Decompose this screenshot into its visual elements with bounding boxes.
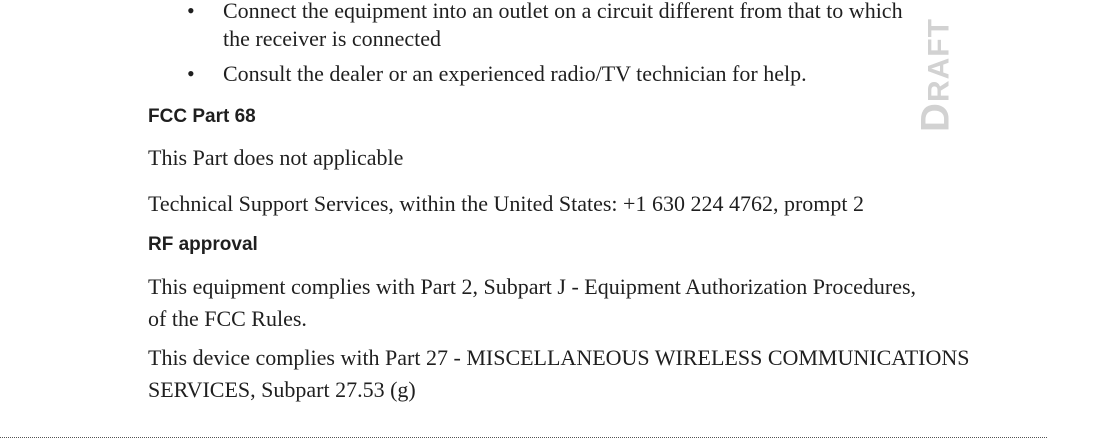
rf-approval-para1-line1: This equipment complies with Part 2, Subpart J - Equipment Authorization Procedures, bbox=[148, 274, 917, 299]
rf-approval-para2-line2: SERVICES, Subpart 27.53 (g) bbox=[148, 377, 416, 402]
draft-watermark bbox=[914, 18, 959, 132]
rf-approval-para2-line1: This device complies with Part 27 - MISCELLANEOUS WIRELESS COMMUNICATIONS bbox=[148, 345, 970, 370]
watermark-rest: RAFT bbox=[922, 18, 956, 103]
bullet-2-line-1: Consult the dealer or an experienced radio/TV technician for help. bbox=[223, 61, 807, 86]
technical-support-text: Technical Support Services, within the United States: +1 630 224 4762, prompt 2 bbox=[148, 191, 864, 216]
bullet-marker: • bbox=[187, 61, 195, 86]
bullet-1-line-1: Connect the equipment into an outlet on a circuit different from that to which bbox=[223, 0, 903, 23]
watermark-first-letter: D bbox=[913, 102, 958, 132]
fcc-part68-body: This Part does not applicable bbox=[148, 145, 404, 170]
rf-approval-heading: RF approval bbox=[148, 234, 258, 255]
rf-approval-para1-line2: of the FCC Rules. bbox=[148, 306, 307, 331]
fcc-part68-heading: FCC Part 68 bbox=[148, 106, 256, 127]
page-footer-rule bbox=[0, 437, 1047, 438]
bullet-1-line-2: the receiver is connected bbox=[223, 26, 442, 51]
bullet-marker: • bbox=[187, 0, 195, 23]
